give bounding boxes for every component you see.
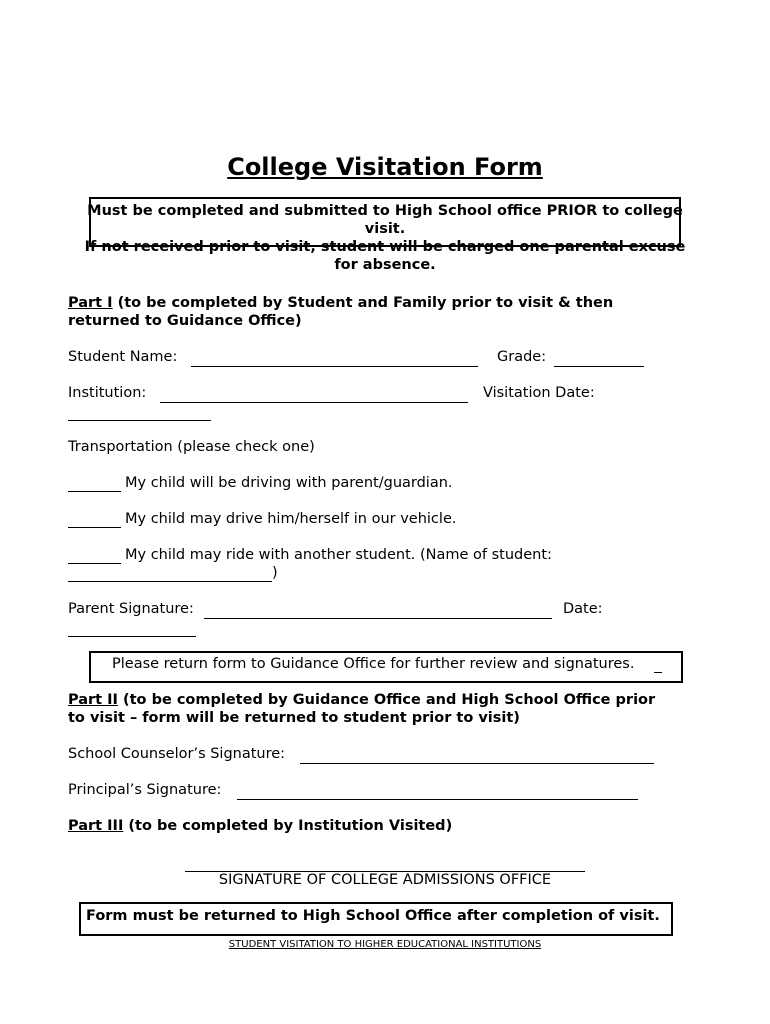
part1-label: Part I <box>68 295 113 311</box>
principal-signature-field[interactable] <box>237 799 638 800</box>
principal-signature-label: Principal’s Signature: <box>68 782 222 798</box>
part2-heading-line2: to visit – form will be returned to student prior to visit) <box>68 710 520 726</box>
option2-text: My child may drive him/herself in our vehicle. <box>125 511 457 527</box>
counselor-signature-field[interactable] <box>300 763 654 764</box>
option3-close-paren: ) <box>272 565 278 581</box>
notice-text <box>60 202 710 274</box>
admissions-signature-caption: SIGNATURE OF COLLEGE ADMISSIONS OFFICE <box>218 872 552 888</box>
part2-heading <box>68 692 655 708</box>
notice-line-1: Must be completed and submitted to High School office PRIOR to college <box>87 203 683 219</box>
part2-heading-line1: (to be completed by Guidance Office and High School Office prior <box>117 692 656 708</box>
part2-label: Part II <box>68 692 118 708</box>
parent-signature-label: Parent Signature: <box>68 601 194 617</box>
counselor-signature-label: School Counselor’s Signature: <box>68 746 286 762</box>
institution-field[interactable] <box>160 402 468 403</box>
student-name-field[interactable] <box>191 366 478 367</box>
grade-label: Grade: <box>497 349 547 365</box>
student-name-label: Student Name: <box>68 349 178 365</box>
date-field[interactable] <box>68 636 196 637</box>
footer-text: STUDENT VISITATION TO HIGHER EDUCATIONAL INSTITUTIONS <box>228 939 542 950</box>
notice-line-2: visit. <box>364 221 406 237</box>
date-label: Date: <box>563 601 603 617</box>
transportation-label: Transportation (please check one) <box>68 439 315 455</box>
part1-heading-line1: (to be completed by Student and Family prior to visit & then <box>112 295 614 311</box>
notice-line-3: If not received prior to visit, student will be charged one parental excuse <box>84 239 686 255</box>
return-note-text: Please return form to Guidance Office for further review and signatures. <box>112 656 635 672</box>
part3-heading <box>68 818 452 834</box>
visitation-date-label: Visitation Date: <box>483 385 595 401</box>
other-student-name-field[interactable] <box>68 581 272 582</box>
final-note-text: Form must be returned to High School Office after completion of visit. <box>86 908 660 924</box>
option3-text: My child may ride with another student. (Name of student: <box>125 547 552 563</box>
option3-check-field[interactable] <box>68 563 121 564</box>
option1-text: My child will be driving with parent/guardian. <box>125 475 453 491</box>
part1-heading <box>68 295 613 311</box>
option2-check-field[interactable] <box>68 527 121 528</box>
part1-heading-line2: returned to Guidance Office) <box>68 313 302 329</box>
parent-signature-field[interactable] <box>204 618 552 619</box>
part3-label: Part III <box>68 818 124 834</box>
notice-line-4: for absence. <box>334 257 436 273</box>
visitation-date-field[interactable] <box>68 420 211 421</box>
option1-check-field[interactable] <box>68 491 121 492</box>
grade-field[interactable] <box>554 366 644 367</box>
form-title: College Visitation Form <box>227 153 543 181</box>
part3-heading-text: (to be completed by Institution Visited) <box>123 818 453 834</box>
return-note-underline <box>654 672 662 673</box>
institution-label: Institution: <box>68 385 147 401</box>
